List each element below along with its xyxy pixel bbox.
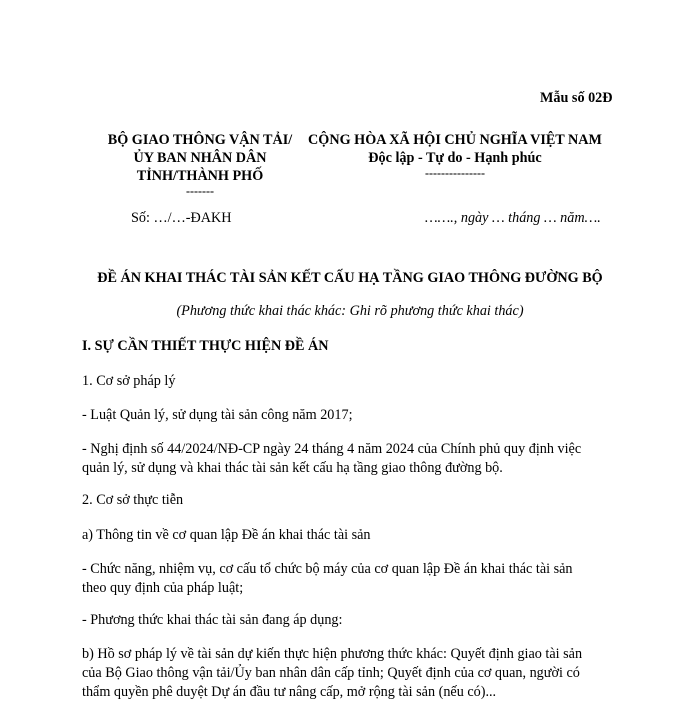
functions-line-2: theo quy định của pháp luật; [82, 580, 244, 596]
item-legal-basis: 1. Cơ sở pháp lý [82, 373, 176, 389]
motto: Độc lập - Tự do - Hạnh phúc [368, 150, 542, 166]
item-2a: a) Thông tin về cơ quan lập Đề án khai thác tài sản [82, 527, 371, 543]
item-2b-paragraph [82, 645, 642, 702]
methods-line: - Phương thức khai thác tài sản đang áp dụng: [82, 612, 343, 628]
functions-paragraph [82, 560, 642, 598]
left-divider: ------- [186, 184, 214, 198]
ministry-line1: BỘ GIAO THÔNG VẬN TẢI/ [107, 132, 293, 148]
functions-line-1: - Chức năng, nhiệm vụ, cơ cấu tổ chức bộ máy của cơ quan lập Đề án khai thác tài sản [82, 561, 573, 577]
section-heading-1: I. SỰ CẦN THIẾT THỰC HIỆN ĐỀ ÁN [82, 338, 329, 354]
ministry-line2: ỦY BAN NHÂN DÂN [133, 150, 267, 166]
item-2b-line-1: b) Hồ sơ pháp lý về tài sản dự kiến thực hiện phương thức khác: Quyết định giao tài sản [82, 646, 583, 662]
decree-line-1: - Nghị định số 44/2024/NĐ-CP ngày 24 tháng 4 năm 2024 của Chính phủ quy định việc [82, 441, 582, 457]
ministry-line3: TỈNH/THÀNH PHỐ [136, 168, 264, 184]
header-left [100, 131, 300, 197]
header-right [295, 131, 615, 179]
law-reference: - Luật Quản lý, sử dụng tài sản công năm 2017; [82, 407, 353, 423]
item-2b-line-3: thẩm quyền phê duyệt Dự án đầu tư nâng cấp, mở rộng tài sản (nếu có)... [82, 684, 497, 700]
right-divider: --------------- [425, 166, 485, 180]
nation-name: CỘNG HÒA XÃ HỘI CHỦ NGHĨA VIỆT NAM [308, 132, 602, 148]
document-title: ĐỀ ÁN KHAI THÁC TÀI SẢN KẾT CẤU HẠ TẦNG GIAO THÔNG ĐƯỜNG BỘ [97, 270, 603, 286]
document-subtitle: (Phương thức khai thác khác: Ghi rõ phương thức khai thác) [176, 303, 524, 319]
decree-reference [82, 440, 642, 478]
form-number: Mẫu số 02Đ [540, 90, 613, 106]
item-2b-line-2: của Bộ Giao thông vận tải/Ủy ban nhân dân cấp tỉnh; Quyết định của cơ quan, người có [82, 665, 580, 681]
document-number: Số: …/…-ĐAKH [131, 210, 232, 226]
decree-line-2: quản lý, sử dụng và khai thác tài sản kết cấu hạ tầng giao thông đường bộ. [82, 460, 503, 476]
item-practical-basis: 2. Cơ sở thực tiễn [82, 492, 184, 508]
date-line: ……., ngày … tháng … năm…. [425, 210, 601, 226]
